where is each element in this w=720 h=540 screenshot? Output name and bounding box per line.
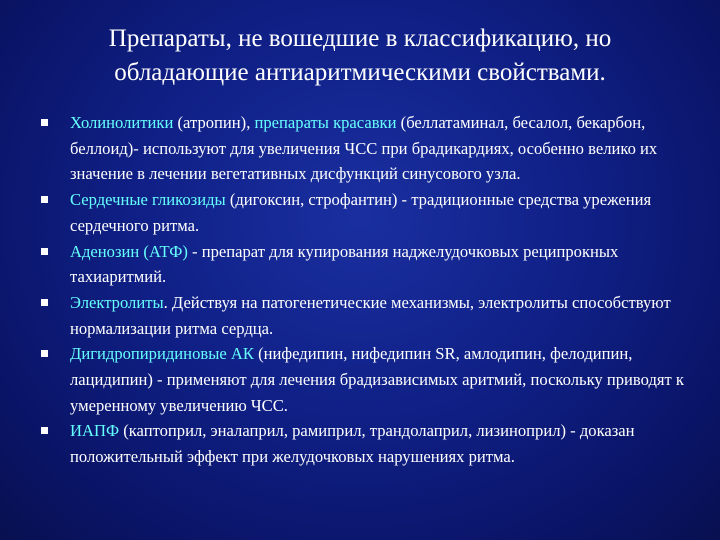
- bullet-text: . Действуя на патогенетические механизмы, электролиты способствуют нормализации ритма сердца.: [70, 292, 671, 338]
- bullet-list: [38, 110, 688, 470]
- slide-title-line-1: Препараты, не вошедшие в классификацию, но: [108, 25, 612, 52]
- square-bullet-icon: [41, 248, 48, 255]
- square-bullet-icon: [41, 299, 48, 306]
- square-bullet-icon: [41, 119, 48, 126]
- bullet-text: (дигоксин, строфантин) - традиционные средства урежения сердечного ритма.: [70, 190, 652, 235]
- square-bullet-icon: [41, 196, 48, 203]
- bullet-item-adenosine: [38, 239, 688, 290]
- bullet-text: (атропин),: [173, 113, 255, 132]
- bullet-text: (каптоприл, эналаприл, рамиприл, трандолаприл, лизиноприл) - доказан положительный эффект при желудочковых нарушениях ритма.: [70, 421, 635, 467]
- square-bullet-icon: [41, 427, 48, 434]
- square-bullet-icon: [41, 350, 48, 357]
- bullet-item-anticholinergics: [38, 110, 688, 187]
- bullet-text: (нифедипин, нифедипин SR, амлодипин, фелодипин, лацидипин) - применяют для лечения брадизависимых аритмий, поскольку приводят к умеренному увеличению ЧСС.: [70, 344, 684, 415]
- bullet-item-dihydropyridine-ccb: [38, 341, 688, 418]
- bullet-text: (беллатаминал, бесалол, бекарбон, беллоид)- используют для увеличения ЧСС при брадикардиях, особенно велико их значение в лечении вегетативных дисфункций синусового узла.: [70, 113, 658, 184]
- bullet-term: Сердечные гликозиды: [70, 190, 226, 210]
- slide-title-line-2: обладающие антиаритмическими свойствами.: [114, 59, 606, 86]
- bullet-term: препараты красавки: [254, 113, 397, 132]
- bullet-item-ace-inhibitors: [38, 418, 688, 469]
- bullet-term: Электролиты: [70, 292, 164, 312]
- bullet-term: Аденозин (АТФ): [70, 241, 188, 261]
- bullet-term: Холинолитики: [70, 113, 174, 132]
- bullet-item-cardiac-glycosides: [38, 187, 688, 238]
- bullet-term: Дигидропиридиновые АК: [70, 344, 254, 364]
- bullet-term: ИАПФ: [70, 421, 120, 441]
- bullet-text: - препарат для купирования наджелудочковых реципрокных тахиаритмий.: [70, 241, 619, 287]
- slide-title: [40, 22, 680, 90]
- bullet-item-electrolytes: [38, 290, 688, 341]
